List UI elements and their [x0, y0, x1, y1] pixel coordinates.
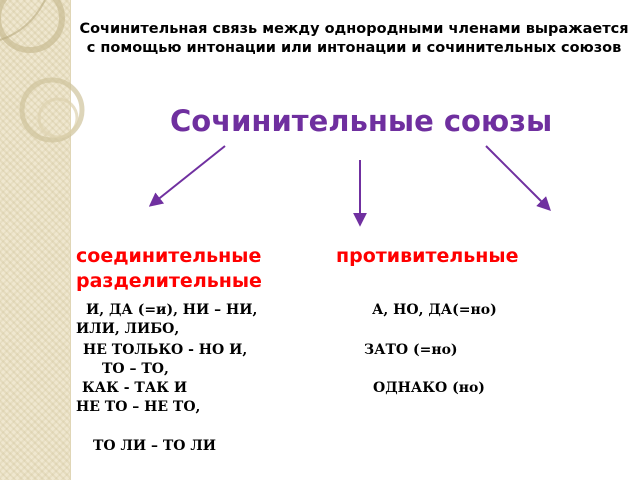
arrow-right	[486, 146, 549, 209]
intro-text: Сочинительная связь между однородными членами выражается с помощью интонации или интонации и сочинительных союзов	[79, 21, 629, 56]
type-adversative: противительные	[336, 245, 519, 267]
conj-line: И, ДА (=и), НИ – НИ,	[86, 302, 258, 318]
conj-line: ЗАТО (=но)	[364, 342, 458, 358]
conj-line: НЕ ТО – НЕ ТО,	[76, 399, 201, 415]
arrow-left	[151, 146, 225, 205]
conj-line: НЕ ТОЛЬКО - НО И,	[83, 342, 248, 358]
conj-line: КАК - ТАК И	[82, 380, 188, 396]
conj-line: ОДНАКО (но)	[373, 380, 485, 396]
conj-line: ТО – ТО,	[102, 361, 169, 377]
type-disjunctive: разделительные	[76, 270, 262, 292]
conj-line: ТО ЛИ – ТО ЛИ	[93, 438, 216, 454]
slide-title: Сочинительные союзы	[170, 104, 553, 138]
type-connective: соединительные	[76, 245, 262, 267]
conj-line: А, НО, ДА(=но)	[372, 302, 497, 318]
conj-line: ИЛИ, ЛИБО,	[76, 321, 180, 337]
